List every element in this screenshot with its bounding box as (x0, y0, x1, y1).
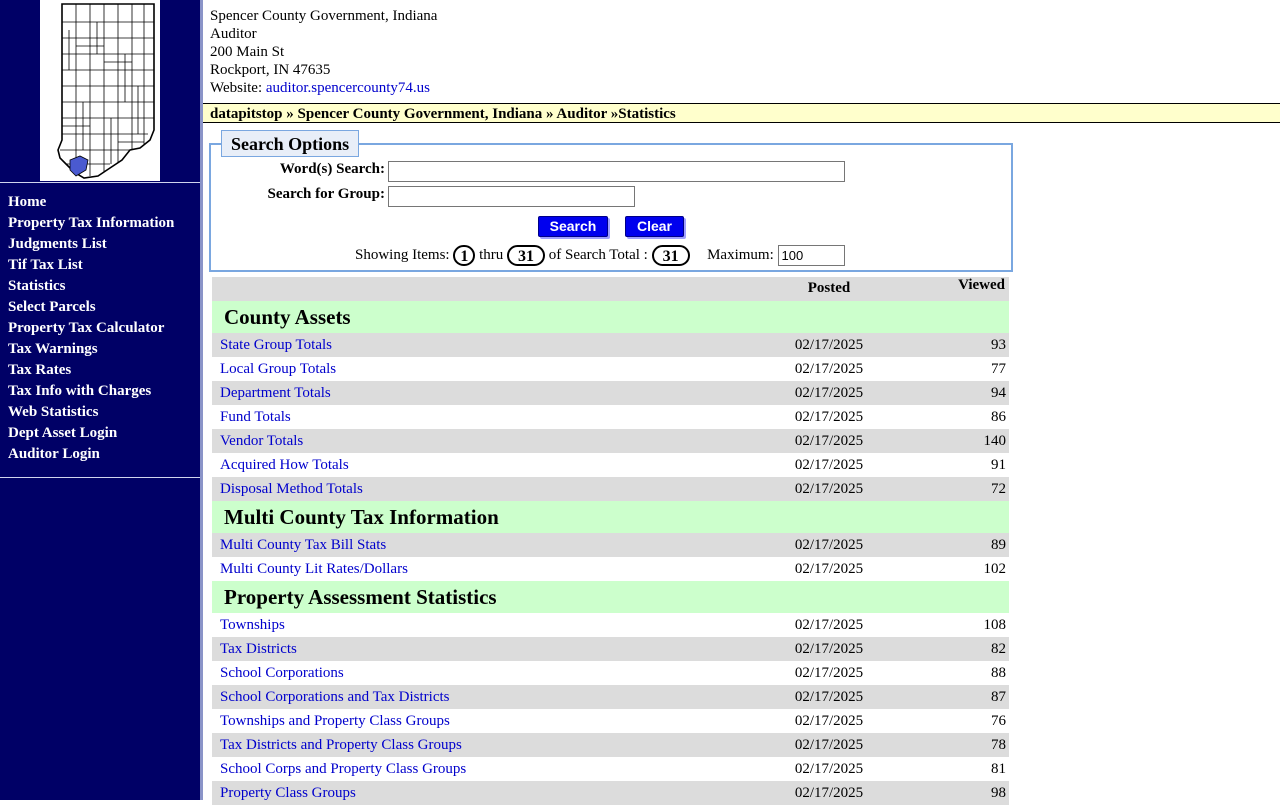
table-row (212, 381, 1009, 405)
row-viewed-count: 91 (991, 457, 1006, 473)
row-posted-date: 02/17/2025 (794, 737, 864, 753)
row-posted-date: 02/17/2025 (794, 481, 864, 497)
table-row (212, 333, 1009, 357)
row-posted-date: 02/17/2025 (794, 537, 864, 553)
sidebar-item-tax-warnings[interactable]: Tax Warnings (8, 341, 98, 357)
group-search-label: Search for Group: (267, 186, 385, 202)
website-label: Website: (210, 80, 263, 96)
sidebar-divider-top (0, 182, 200, 183)
col-viewed-header: Viewed (958, 277, 1005, 293)
table-row (212, 453, 1009, 477)
row-title-link[interactable]: School Corps and Property Class Groups (220, 761, 467, 777)
row-posted-date: 02/17/2025 (794, 433, 864, 449)
org-street: 200 Main St (210, 44, 285, 60)
row-viewed-count: 82 (991, 641, 1006, 657)
row-viewed-count: 86 (991, 409, 1006, 425)
indiana-map-icon (40, 0, 160, 181)
row-posted-date: 02/17/2025 (794, 337, 864, 353)
row-title-link[interactable]: Disposal Method Totals (220, 481, 363, 497)
thru-label: thru (479, 247, 504, 263)
row-title-link[interactable]: Acquired How Totals (220, 457, 349, 473)
row-viewed-count: 88 (991, 665, 1006, 681)
search-options-legend: Search Options (221, 130, 359, 157)
table-row (212, 477, 1009, 501)
website-link[interactable]: auditor.spencercounty74.us (265, 80, 431, 96)
row-posted-date: 02/17/2025 (794, 689, 864, 705)
maximum-input[interactable] (778, 245, 845, 266)
sidebar-item-property-tax-calculator[interactable]: Property Tax Calculator (8, 320, 165, 336)
table-row (212, 613, 1009, 637)
row-title-link[interactable]: Townships (220, 617, 285, 633)
showing-items-line (355, 242, 845, 268)
row-viewed-count: 78 (991, 737, 1006, 753)
row-viewed-count: 87 (991, 689, 1006, 705)
row-posted-date: 02/17/2025 (794, 385, 864, 401)
showing-label: Showing Items: (355, 247, 450, 263)
row-viewed-count: 98 (991, 785, 1006, 801)
row-viewed-count: 81 (991, 761, 1006, 777)
indiana-county-map (40, 0, 160, 181)
words-search-label: Word(s) Search: (279, 161, 385, 177)
row-viewed-count: 72 (991, 481, 1006, 497)
table-row (212, 557, 1009, 581)
col-posted-header: Posted (807, 280, 851, 296)
search-total-badge: 31 (652, 245, 690, 266)
org-office: Auditor (210, 26, 257, 42)
org-name: Spencer County Government, Indiana (210, 8, 438, 24)
group-header-multi-county-tax-information: Multi County Tax Information (212, 501, 1009, 533)
row-posted-date: 02/17/2025 (794, 561, 864, 577)
row-posted-date: 02/17/2025 (794, 713, 864, 729)
table-row (212, 709, 1009, 733)
table-row (212, 757, 1009, 781)
table-row (212, 781, 1009, 805)
row-title-link[interactable]: Townships and Property Class Groups (220, 713, 450, 729)
search-total-label: of Search Total : (548, 247, 648, 263)
table-row (212, 405, 1009, 429)
row-posted-date: 02/17/2025 (794, 785, 864, 801)
row-title-link[interactable]: Department Totals (220, 385, 331, 401)
row-viewed-count: 140 (983, 433, 1006, 449)
maximum-label: Maximum: (707, 247, 774, 263)
results-table (212, 277, 1009, 805)
org-city: Rockport, IN 47635 (210, 62, 331, 78)
table-row (212, 661, 1009, 685)
row-title-link[interactable]: School Corporations and Tax Districts (220, 689, 450, 705)
search-button[interactable]: Search (538, 216, 608, 237)
row-posted-date: 02/17/2025 (794, 617, 864, 633)
sidebar-item-tax-rates[interactable]: Tax Rates (8, 362, 72, 378)
sidebar-item-tif-tax-list[interactable]: Tif Tax List (8, 257, 83, 273)
row-title-link[interactable]: State Group Totals (220, 337, 332, 353)
table-row (212, 733, 1009, 757)
table-row (212, 357, 1009, 381)
sidebar-item-auditor-login[interactable]: Auditor Login (8, 446, 100, 462)
row-title-link[interactable]: Vendor Totals (220, 433, 304, 449)
row-viewed-count: 76 (991, 713, 1006, 729)
table-row (212, 637, 1009, 661)
sidebar-item-web-statistics[interactable]: Web Statistics (8, 404, 99, 420)
table-row (212, 533, 1009, 557)
sidebar-item-select-parcels[interactable]: Select Parcels (8, 299, 96, 315)
breadcrumb: datapitstop » Spencer County Government, Indiana » Auditor »Statistics (203, 103, 1280, 123)
row-title-link[interactable]: Fund Totals (220, 409, 291, 425)
sidebar-item-property-tax-information[interactable]: Property Tax Information (8, 215, 175, 231)
row-posted-date: 02/17/2025 (794, 457, 864, 473)
row-posted-date: 02/17/2025 (794, 361, 864, 377)
row-viewed-count: 108 (983, 617, 1006, 633)
sidebar-item-tax-info-with-charges[interactable]: Tax Info with Charges (8, 383, 152, 399)
row-posted-date: 02/17/2025 (794, 665, 864, 681)
clear-button[interactable]: Clear (625, 216, 684, 237)
words-search-input[interactable] (388, 161, 845, 182)
sidebar (0, 0, 200, 800)
group-header-county-assets: County Assets (212, 301, 1009, 333)
table-row (212, 685, 1009, 709)
row-viewed-count: 77 (991, 361, 1006, 377)
showing-from-badge: 1 (453, 245, 475, 266)
sidebar-item-home[interactable]: Home (8, 194, 47, 210)
sidebar-nav (8, 192, 174, 465)
row-title-link[interactable]: Tax Districts and Property Class Groups (220, 737, 462, 753)
sidebar-divider-bottom (0, 477, 200, 478)
org-info (210, 7, 437, 97)
row-viewed-count: 93 (991, 337, 1006, 353)
table-body (212, 301, 1009, 805)
table-row (212, 429, 1009, 453)
row-title-link[interactable]: Multi County Lit Rates/Dollars (220, 561, 408, 577)
showing-to-badge: 31 (507, 245, 545, 266)
row-viewed-count: 102 (983, 561, 1006, 577)
row-posted-date: 02/17/2025 (794, 409, 864, 425)
row-viewed-count: 94 (991, 385, 1006, 401)
group-header-property-assessment-statistics: Property Assessment Statistics (212, 581, 1009, 613)
sidebar-item-statistics[interactable]: Statistics (8, 278, 66, 294)
org-website (210, 79, 437, 97)
group-search-input[interactable] (388, 186, 635, 207)
row-posted-date: 02/17/2025 (794, 641, 864, 657)
row-title-link[interactable]: Property Class Groups (220, 785, 356, 801)
sidebar-item-dept-asset-login[interactable]: Dept Asset Login (8, 425, 118, 441)
row-title-link[interactable]: Local Group Totals (220, 361, 337, 377)
row-viewed-count: 89 (991, 537, 1006, 553)
row-title-link[interactable]: Multi County Tax Bill Stats (220, 537, 387, 553)
sidebar-item-judgments-list[interactable]: Judgments List (8, 236, 107, 252)
row-posted-date: 02/17/2025 (794, 761, 864, 777)
row-title-link[interactable]: School Corporations (220, 665, 344, 681)
row-title-link[interactable]: Tax Districts (220, 641, 297, 657)
table-header (212, 277, 1009, 301)
